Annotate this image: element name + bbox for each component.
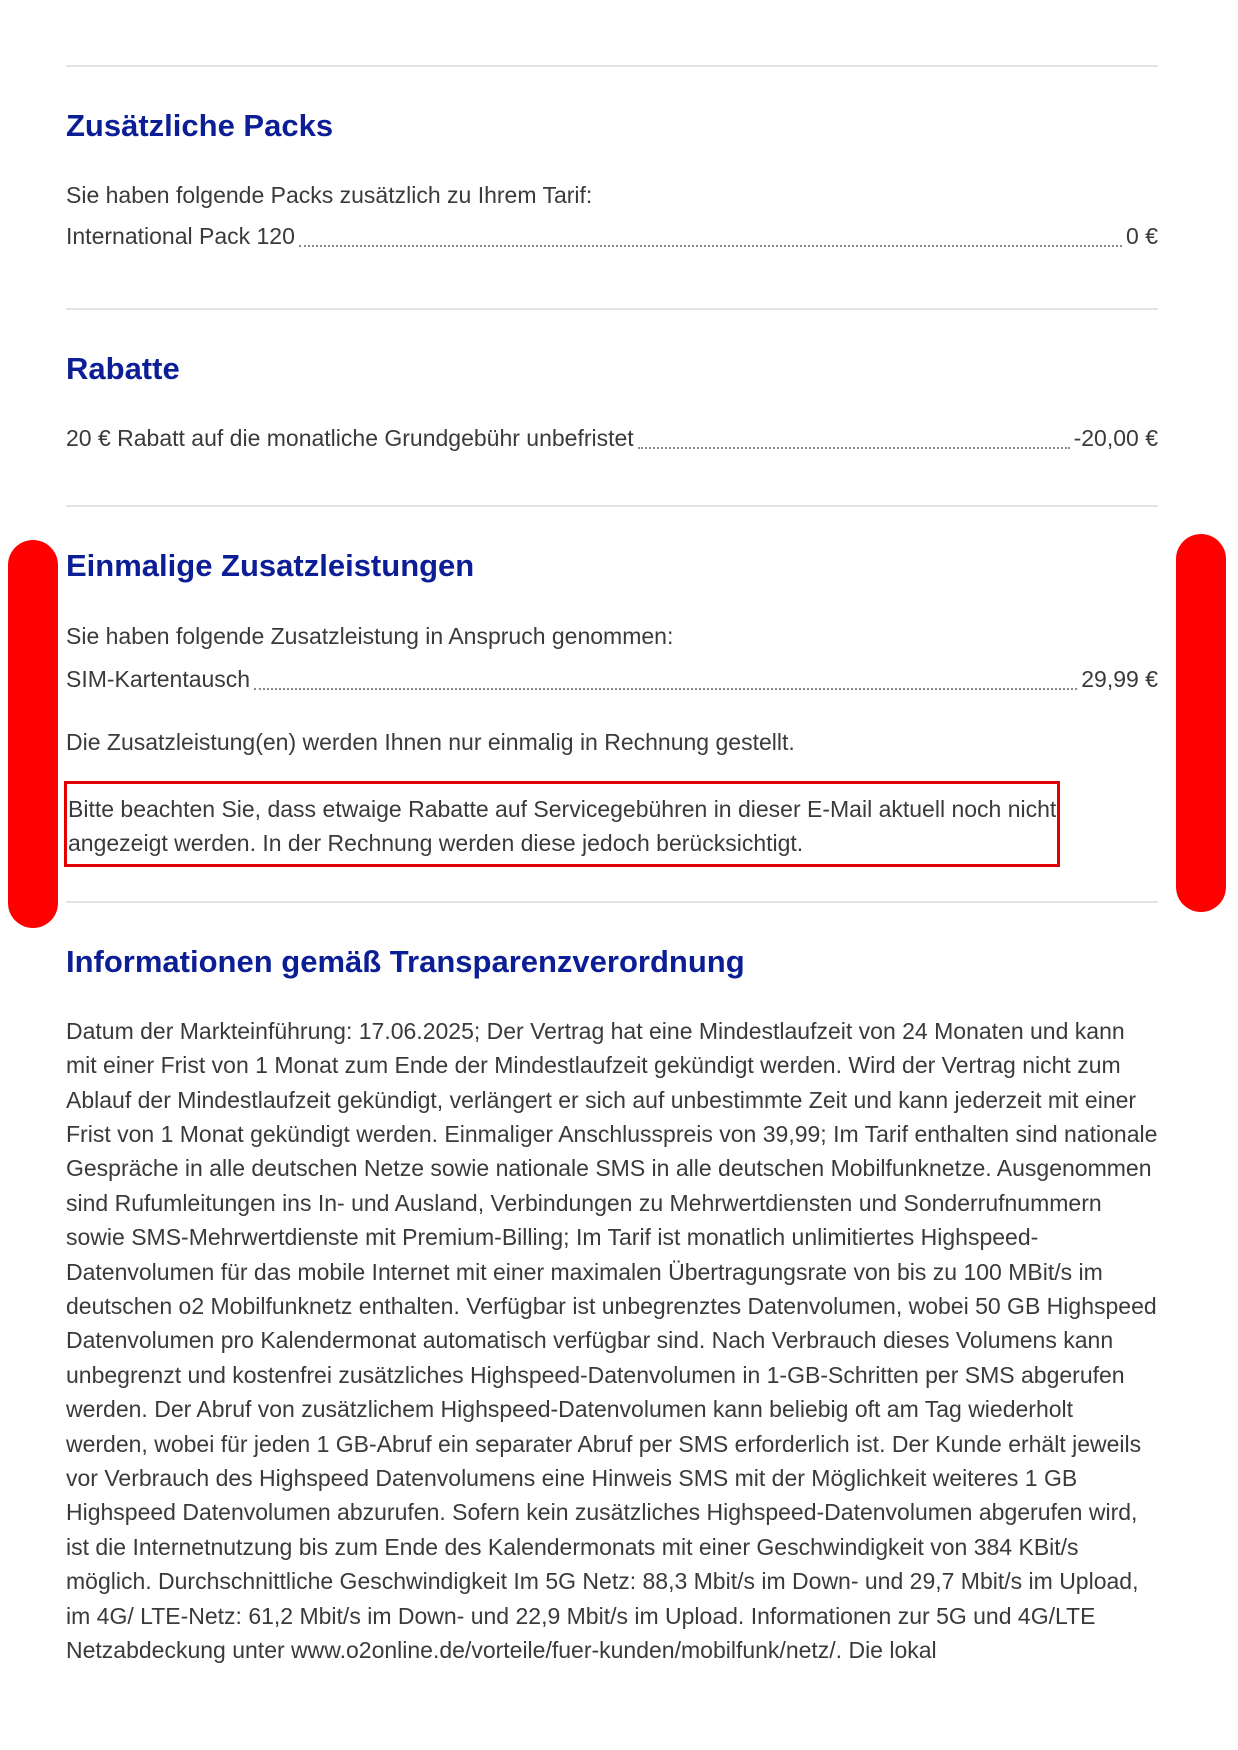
packs-intro: Sie haben folgende Packs zusätzlich zu Ihrem Tarif:	[66, 182, 593, 209]
dotted-leader	[254, 688, 1077, 690]
einmalig-item-label: SIM-Kartentausch	[66, 665, 251, 692]
rabatt-item-row	[66, 421, 1158, 455]
section-title-einmalig: Einmalige Zusatzleistungen	[66, 548, 475, 584]
rabatt-item-price: -20,00 €	[1073, 425, 1158, 452]
highlight-marker-right	[1176, 534, 1226, 912]
highlight-marker-left	[8, 540, 58, 928]
dotted-leader	[299, 245, 1122, 247]
highlight-box	[64, 781, 1060, 867]
rabatt-item-label: 20 € Rabatt auf die monatliche Grundgebühr unbefristet	[66, 425, 634, 452]
divider	[66, 505, 1158, 507]
einmalig-item-row	[66, 662, 1158, 696]
rabatte-section	[66, 350, 1158, 455]
divider	[66, 901, 1158, 903]
email-content	[66, 0, 1158, 1667]
pack-item-label: International Pack 120	[66, 223, 295, 250]
einmalig-note: Bitte beachten Sie, dass etwaige Rabatte auf Servicegebühren in dieser E-Mail aktuell noch nicht angezeigt werden. In der Rechnung werden diese jedoch berücksichtigt.	[68, 795, 1057, 856]
section-title-transparenz: Informationen gemäß Transparenzverordnung	[66, 943, 745, 979]
pack-item-row	[66, 219, 1158, 253]
packs-section	[66, 107, 1158, 253]
einmalig-intro: Sie haben folgende Zusatzleistung in Anspruch genommen:	[66, 622, 674, 649]
section-title-packs: Zusätzliche Packs	[66, 108, 334, 143]
divider	[66, 65, 1158, 67]
einmalig-info: Die Zusatzleistung(en) werden Ihnen nur einmalig in Rechnung gestellt.	[66, 728, 795, 755]
pack-item-price: 0 €	[1126, 223, 1158, 250]
einmalig-item-price: 29,99 €	[1081, 665, 1158, 692]
divider	[66, 308, 1158, 310]
section-title-rabatte: Rabatte	[66, 351, 180, 387]
dotted-leader	[638, 447, 1070, 449]
transparenz-section	[66, 943, 1158, 1668]
einmalig-section	[66, 547, 1158, 866]
transparenz-text: Datum der Markteinführung: 17.06.2025; Der Vertrag hat eine Mindestlaufzeit von 24 Monaten und kann mit einer Frist von 1 Monat zum Ende der Mindestlaufzeit gekündigt werden. Wird der Vertrag nicht zum Ablauf der Mindestlaufzeit gekündigt, verlängert er sich auf unbestimmte Zeit und kann jederzeit mit einer Frist von 1 Monat gekündigt werden. Einmaliger Anschlusspreis von 39,99; Im Tarif enthalten sind nationale Gespräche in alle deutschen Netze sowie nationale SMS in alle deutschen Mobilfunknetze. Ausgenommen sind Rufumleitungen ins In- und Ausland, Verbindungen zu Mehrwertdiensten und Sonderrufnummern sowie SMS-Mehrwertdienste mit Premium-Billing; Im Tarif ist monatlich unlimitiertes Highspeed-Datenvolumen für das mobile Internet mit einer maximalen Übertragungsrate von bis zu 100 MBit/s im deutschen o2 Mobilfunknetz enthalten. Verfügbar ist unbegrenztes Datenvolumen, wobei 50 GB Highspeed Datenvolumen pro Kalendermonat automatisch verfügbar sind. Nach Verbrauch dieses Volumens kann unbegrenzt und kostenfrei zusätzliches Highspeed-Datenvolumen in 1-GB-Schritten per SMS abgerufen werden. Der Abruf von zusätzlichem Highspeed-Datenvolumen kann beliebig oft am Tag wiederholt werden, wobei für jeden 1 GB-Abruf ein separater Abruf per SMS erforderlich ist. Der Kunde erhält jeweils vor Verbrauch des Highspeed Datenvolumens eine Hinweis SMS mit der Möglichkeit weiteres 1 GB Highspeed Datenvolumen abzurufen. Sofern kein zusätzliches Highspeed-Datenvolumen abgerufen wird, ist die Internetnutzung bis zum Ende des Kalendermonats mit einer Geschwindigkeit von 384 KBit/s möglich. Durchschnittliche Geschwindigkeit Im 5G Netz: 88,3 Mbit/s im Down- und 29,7 Mbit/s im Upload, im 4G/ LTE-Netz: 61,2 Mbit/s im Down- und 22,9 Mbit/s im Upload. Informationen zur 5G und 4G/LTE Netzabdeckung unter www.o2online.de/vorteile/fuer-kunden/mobilfunk/netz/. Die lokal	[66, 1017, 1158, 1664]
